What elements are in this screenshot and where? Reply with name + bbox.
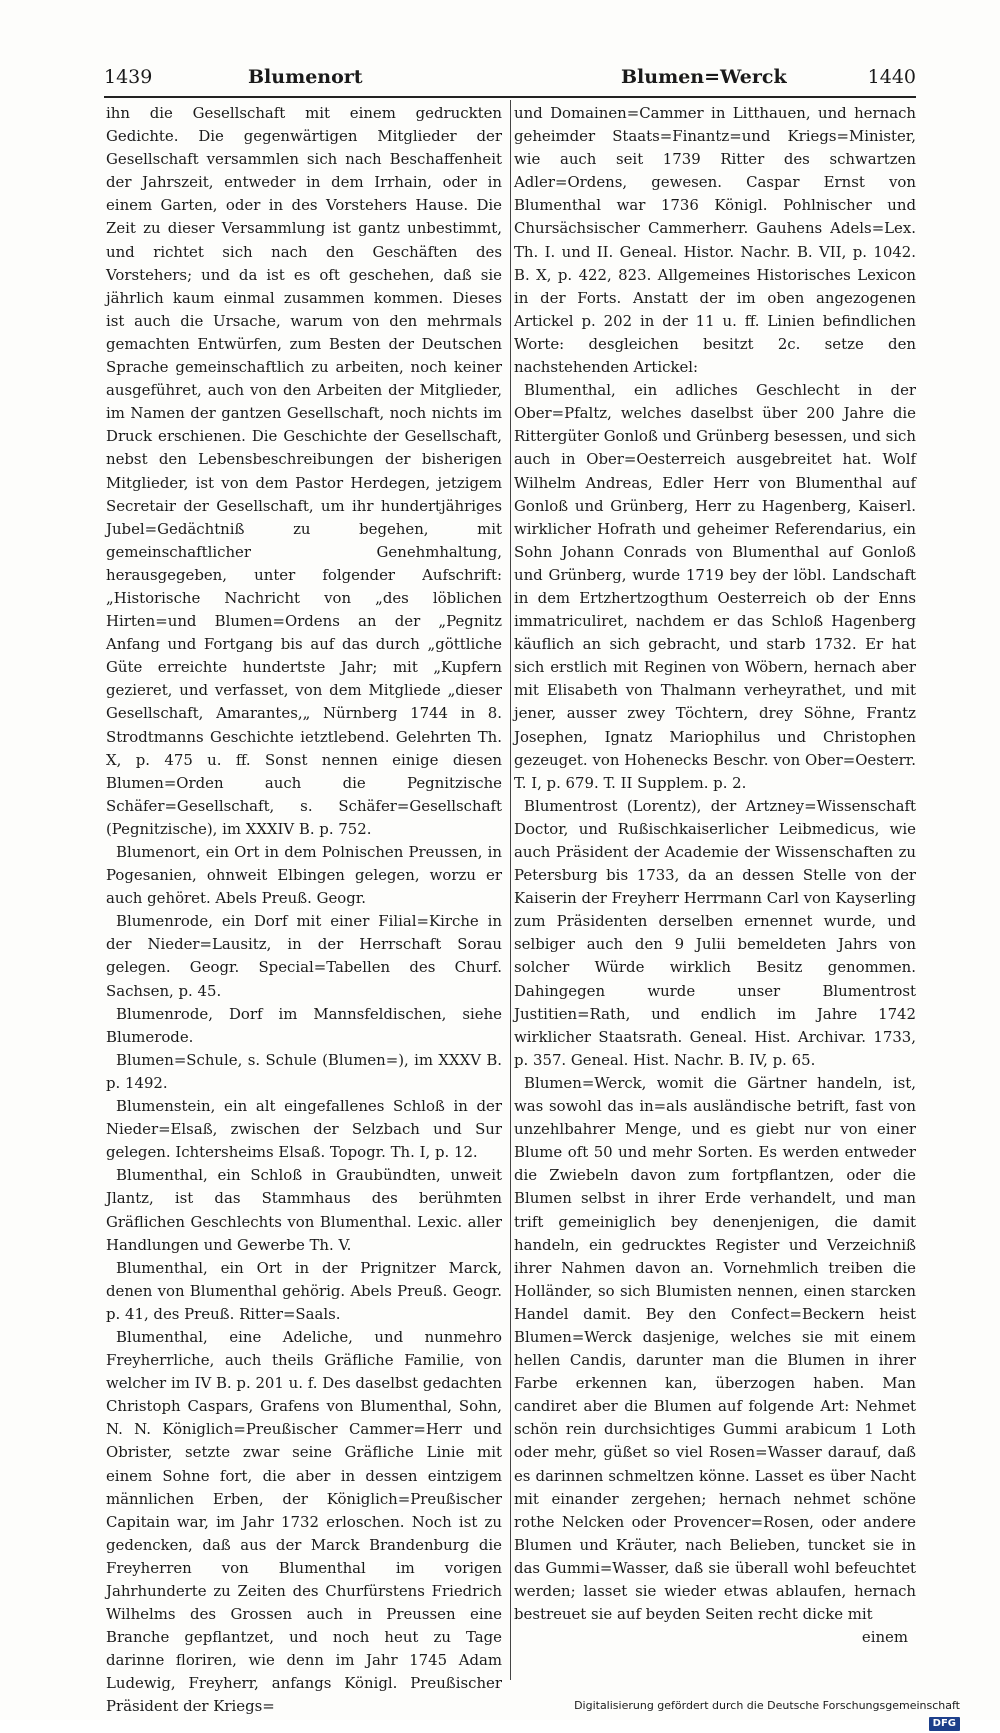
right-column (514, 102, 916, 1649)
dfg-logo: DFG (929, 1717, 960, 1731)
entry-paragraph: Blumenthal, ein Schloß in Graubündten, unweit Jlantz, ist das Stammhaus des berühmten Gräflichen Geschlechts von Blumenthal. Lexic. aller Handlungen und Gewerbe Th. V. (106, 1166, 502, 1254)
entry-paragraph: Blumenthal, ein adliches Geschlecht in der Ober=Pfaltz, welches daselbst über 200 Jahre die Rittergüter Gonloß und Grünberg besessen, und sich auch in Ober=Oesterreich ausgebreitet hat. Wolf Wilhelm Andreas, Edler Herr von Blumenthal auf Gonloß und Grünberg, Herr zu Hagenberg, Kaiserl. wirklicher Hofrath und geheimer Referendarius, ein Sohn Johann Conrads von Blumenthal auf Gonloß und Grünberg, wurde 1719 bey der löbl. Landschaft in dem Ertzhertzogthum Oesterreich ob der Enns immatriculiret, nachdem er das Schloß Hagenberg käuflich an sich gebracht, und starb 1732. Er hat sich erstlich mit Reginen von Wöbern, hernach aber mit Elisabeth von Thalmann verheyrathet, und mit jener, ausser zwey Töchtern, drey Söhne, Frantz Josephen, Ignatz Mariophilus und Christophen gezeuget. von Hohenecks Beschr. von Ober=Oesterr. T. I, p. 679. T. II Supplem. p. 2. (514, 381, 916, 792)
header-rule (104, 96, 916, 98)
entry-paragraph: Blumenstein, ein alt eingefallenes Schloß in der Nieder=Elsaß, zwischen der Selzbach und Sur gelegen. Ichtersheims Elsaß. Topogr. Th. I, p. 12. (106, 1097, 502, 1162)
entry-paragraph: Blumen=Schule, s. Schule (Blumen=), im XXXV B. p. 1492. (106, 1050, 502, 1092)
entry-paragraph: ihn die Gesellschaft mit einem gedruckten Gedichte. Die gegenwärtigen Mitglieder der Gesellschaft versammlen sich nach Beschaffenheit der Jahrszeit, entweder in dem Irrhain, oder in einem Garten, oder in des Vorstehers Hause. Die Zeit zu dieser Versammlung ist gantz unbestimmt, und richtet sich nach den Geschäften des Vorstehers; und da ist es oft geschehen, daß sie jährlich kaum einmal zusammen kommen. Dieses ist auch die Ursache, warum von den mehrmals gemachten Entwürfen, zum Besten der Deutschen Sprache gemeinschaftlich zu arbeiten, noch keiner ausgeführet, auch von den Arbeiten der Mitglieder, im Namen der gantzen Gesellschaft, noch nichts im Druck erschienen. Die Geschichte der Gesellschaft, nebst den Lebensbeschreibungen der bisherigen Mitglieder, ist von dem Pastor Herdegen, jetzigem Secretair der Gesellschaft, um ihr hundertjähriges Jubel=Gedächtniß zu begehen, mit gemeinschaftlicher Genehmhaltung, herausgegeben, unter folgender Aufschrift: „Historische Nachricht von „des löblichen Hirten=und Blumen=Ordens an der „Pegnitz Anfang und Fortgang bis auf das durch „göttliche Güte erreichte hundertste Jahr; mit „Kupfern gezieret, und verfasset, von dem Mitgliede „dieser Gesellschaft, Amarantes,„ Nürnberg 1744 in 8. Strodtmanns Geschichte ietztlebend. Gelehrten Th. X, p. 475 u. ff. Sonst nennen einige diesen Blumen=Orden auch die Pegnitzische Schäfer=Gesellschaft, s. Schäfer=Gesellschaft (Pegnitzische), im XXXIV B. p. 752. (106, 104, 502, 838)
left-column (106, 102, 502, 1719)
left-page-number: 1439 (104, 66, 153, 88)
entry-paragraph: Blumenrode, Dorf im Mannsfeldischen, siehe Blumerode. (106, 1004, 502, 1046)
entry-paragraph: Blumenort, ein Ort in dem Polnischen Preussen, in Pogesanien, ohnweit Elbingen gelegen, worzu er auch gehöret. Abels Preuß. Geogr. (106, 843, 502, 908)
right-running-title: Blumen=Werck (621, 66, 787, 88)
running-header (104, 62, 916, 92)
entry-paragraph: Blumenrode, ein Dorf mit einer Filial=Kirche in der Nieder=Lausitz, in der Herrschaft Sorau gelegen. Geogr. Special=Tabellen des Churf. Sachsen, p. 45. (106, 912, 502, 1000)
entry-paragraph: Blumenthal, ein Ort in der Prignitzer Marck, denen von Blumenthal gehörig. Abels Preuß. Geogr. p. 41, des Preuß. Ritter=Saals. (106, 1258, 502, 1323)
entry-paragraph: Blumentrost (Lorentz), der Artzney=Wissenschaft Doctor, und Rußischkaiserlicher Leibmedicus, wie auch Präsident der Academie der Wissenschaften zu Petersburg bis 1733, da an dessen Stelle von der Kaiserin der Freyherr Herrmann Carl von Kayserling zum Präsidenten derselben ernennet wurde, und selbiger auch den 9 Julii bemeldeten Jahrs von solcher Würde wirklich Besitz genommen. Dahingegen wurde unser Blumentrost Justitien=Rath, und endlich im Jahre 1742 wirklicher Staatsrath. Geneal. Hist. Archivar. 1733, p. 357. Geneal. Hist. Nachr. B. IV, p. 65. (514, 796, 916, 1069)
right-page-number: 1440 (867, 66, 916, 88)
entry-paragraph: Blumenthal, eine Adeliche, und nunmehro Freyherrliche, auch theils Gräfliche Familie, von welcher im IV B. p. 201 u. f. Des daselbst gedachten Christoph Caspars, Grafens von Blumenthal, Sohn, N. N. Königlich=Preußischer Cammer=Herr und Obrister, setzte zwar seine Gräfliche Linie mit einem Sohne fort, die aber in dessen eintzigem männlichen Erben, der Königlich=Preußischer Capitain war, im Jahr 1732 erloschen. Noch ist zu gedencken, daß aus der Marck Brandenburg die Freyherren von Blumenthal im vorigen Jahrhunderte zu Zeiten des Churfürstens Friedrich Wilhelms des Grossen auch in Preussen eine Branche gepflantzet, und noch heut zu Tage darinne floriren, wie denn im Jahr 1745 Adam Ludewig, Freyherr, anfangs Königl. Preußischer Präsident der Kriegs= (106, 1327, 502, 1716)
entry-paragraph: und Domainen=Cammer in Litthauen, und hernach geheimder Staats=Finantz=und Kriegs=Minister, wie auch seit 1739 Ritter des schwartzen Adler=Ordens, gewesen. Caspar Ernst von Blumenthal war 1736 Königl. Pohlnischer und Chursächsischer Cammerherr. Gauhens Adels=Lex. Th. I. und II. Geneal. Histor. Nachr. B. VII, p. 1042. B. X, p. 422, 823. Allgemeines Historisches Lexicon in der Forts. Anstatt der im oben angezogenen Artickel p. 202 in der 11 u. ff. Linien befindlichen Worte: desgleichen besitzt 2c. setze den nachstehenden Artickel: (514, 104, 916, 377)
entry-paragraph: Blumen=Werck, womit die Gärtner handeln, ist, was sowohl das in=als ausländische betrift, fast von unzehlbahrer Menge, und es giebt nur von einer Blume oft 50 und mehr Sorten. Es werden entweder die Zwiebeln davon zum fortpflantzen, oder die Blumen selbst in ihrer Erde verhandelt, und man trift gemeiniglich bey denenjenigen, die damit handeln, ein gedrucktes Register und Verzeichniß ihrer Nahmen davon an. Vornehmlich treiben die Holländer, so sich Blumisten nennen, einen starcken Handel damit. Bey den Confect=Beckern heist Blumen=Werck dasjenige, welches sie mit einem hellen Candis, darunter man die Blumen in ihrer Farbe erkennen kan, überzogen haben. Man candiret aber die Blumen auf folgende Art: Nehmet schön rein durchsichtiges Gummi arabicum 1 Loth oder mehr, güßet so viel Rosen=Wasser darauf, daß es darinnen schmeltzen könne. Lasset es über Nacht mit einander zergehen; hernach nehmet schöne rothe Nelcken oder Provencer=Rosen, oder andere Blumen und Kräuter, nach Belieben, tuncket sie in das Gummi=Wasser, daß sie überall wohl befeuchtet werden; lasset sie wieder etwas ablaufen, hernach bestreuet sie auf beyden Seiten recht dicke mit (514, 1073, 916, 1624)
digitization-footer (540, 1697, 960, 1729)
column-divider (510, 100, 511, 1680)
left-running-title: Blumenort (248, 66, 363, 88)
catchword: einem (861, 1628, 908, 1647)
footer-credit: Digitalisierung gefördert durch die Deutsche Forschungsgemeinschaft (574, 1699, 960, 1712)
